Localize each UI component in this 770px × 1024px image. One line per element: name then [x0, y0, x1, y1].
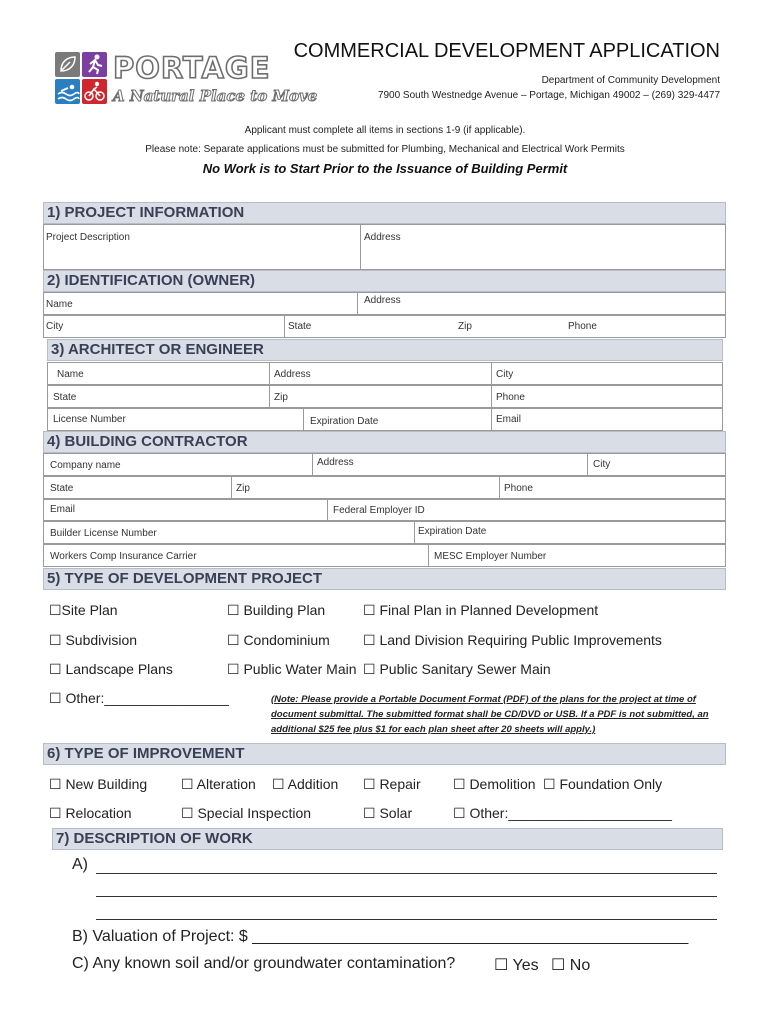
section-6-header: 6) TYPE OF IMPROVEMENT: [43, 743, 726, 765]
checkbox-contamination-no[interactable]: ☐ No: [551, 957, 591, 974]
mesc-employer-field[interactable]: MESC Employer Number: [434, 551, 547, 562]
checkbox-special-inspection[interactable]: ☐ Special Inspection: [181, 805, 312, 821]
checkbox-landscape-plans[interactable]: ☐ Landscape Plans: [49, 661, 173, 677]
leaf-icon: [55, 52, 80, 77]
runner-icon: [82, 52, 107, 77]
architect-license-field[interactable]: License Number: [53, 414, 126, 425]
department-address: 7900 South Westnedge Avenue – Portage, Michigan 49002 – (269) 329-4477: [377, 90, 720, 101]
architect-state-field[interactable]: State: [53, 392, 77, 403]
checkbox-repair[interactable]: ☐ Repair: [363, 776, 421, 792]
section-4-header: 4) BUILDING CONTRACTOR: [43, 431, 726, 453]
architect-city-field[interactable]: City: [496, 369, 514, 380]
description-line-3[interactable]: [96, 919, 717, 920]
checkbox-alteration[interactable]: ☐ Alteration: [181, 776, 256, 792]
checkbox-building-plan[interactable]: ☐ Building Plan: [227, 602, 326, 618]
logo-wordmark: PORTAGE: [113, 51, 271, 85]
architect-name-field[interactable]: Name: [57, 369, 84, 380]
contractor-email-field[interactable]: Email: [50, 504, 76, 515]
owner-row-1: [43, 292, 726, 315]
contractor-row-1: [43, 453, 726, 476]
cyclist-icon: [82, 79, 107, 104]
project-description-field[interactable]: Project Description: [46, 232, 130, 243]
contractor-row-3: [43, 499, 726, 521]
architect-row-1: [47, 362, 723, 385]
architect-zip-field[interactable]: Zip: [274, 392, 288, 403]
section-3-header: 3) ARCHITECT OR ENGINEER: [47, 339, 723, 361]
checkbox-foundation-only[interactable]: ☐ Foundation Only: [543, 776, 663, 792]
workers-comp-field[interactable]: Workers Comp Insurance Carrier: [50, 551, 197, 562]
instructions-note: Applicant must complete all items in sections 1-9 (if applicable).: [244, 125, 526, 136]
contractor-city-field[interactable]: City: [593, 459, 611, 470]
architect-phone-field[interactable]: Phone: [496, 392, 525, 403]
architect-row-2: [47, 385, 723, 408]
checkbox-solar[interactable]: ☐ Solar: [363, 805, 413, 821]
permit-warning: No Work is to Start Prior to the Issuance of Building Permit: [202, 161, 568, 176]
contractor-state-field[interactable]: State: [50, 483, 74, 494]
checkbox-subdivision[interactable]: ☐ Subdivision: [49, 632, 138, 648]
section-2-header: 2) IDENTIFICATION (OWNER): [43, 270, 726, 292]
checkbox-sewer-main[interactable]: ☐ Public Sanitary Sewer Main: [363, 661, 551, 677]
project-address-field[interactable]: Address: [364, 232, 401, 243]
portage-logo: [55, 51, 318, 110]
checkbox-contamination-yes[interactable]: ☐ Yes: [494, 957, 539, 974]
checkbox-other-project[interactable]: ☐ Other:________________: [49, 690, 229, 706]
contractor-expiration-field[interactable]: Expiration Date: [418, 526, 487, 537]
architect-email-field[interactable]: Email: [496, 414, 522, 425]
contractor-zip-field[interactable]: Zip: [236, 483, 250, 494]
checkbox-water-main[interactable]: ☐ Public Water Main: [227, 661, 357, 677]
logo-tagline: A Natural Place to Move: [113, 87, 318, 105]
section-5-header: 5) TYPE OF DEVELOPMENT PROJECT: [43, 568, 726, 590]
description-line-2[interactable]: [96, 896, 717, 897]
valuation-field[interactable]: B) Valuation of Project: $ _________________________________________________: [72, 928, 689, 945]
project-info-row: [43, 224, 726, 270]
section-1-header: 1) PROJECT INFORMATION: [43, 202, 726, 224]
department-name: Department of Community Development: [541, 75, 720, 86]
checkbox-condominium[interactable]: ☐ Condominium: [227, 632, 330, 648]
swimmer-icon: [55, 79, 80, 104]
contractor-address-field[interactable]: Address: [317, 457, 354, 468]
owner-name-field[interactable]: Name: [46, 299, 73, 310]
contractor-phone-field[interactable]: Phone: [504, 483, 533, 494]
contractor-fein-field[interactable]: Federal Employer ID: [333, 505, 425, 516]
description-line-1[interactable]: [96, 873, 717, 874]
section-7-header: 7) DESCRIPTION OF WORK: [52, 828, 723, 850]
contractor-company-field[interactable]: Company name: [50, 460, 121, 471]
owner-address-field[interactable]: Address: [364, 295, 401, 306]
checkbox-final-plan[interactable]: ☐ Final Plan in Planned Development: [363, 602, 599, 618]
checkbox-addition[interactable]: ☐ Addition: [272, 776, 339, 792]
owner-city-field[interactable]: City: [46, 321, 64, 332]
checkbox-other-improvement[interactable]: ☐ Other:_____________________: [453, 805, 672, 821]
separate-permits-note: Please note: Separate applications must be submitted for Plumbing, Mechanical and Electrical Work Permits: [145, 144, 625, 155]
description-a-label: A): [72, 856, 88, 873]
page-title: COMMERCIAL DEVELOPMENT APPLICATION: [293, 40, 720, 62]
contractor-row-5: [43, 544, 726, 567]
owner-state-field[interactable]: State: [288, 321, 312, 332]
builder-license-field[interactable]: Builder License Number: [50, 528, 157, 539]
checkbox-land-division[interactable]: ☐ Land Division Requiring Public Improvements: [363, 632, 662, 648]
checkbox-relocation[interactable]: ☐ Relocation: [49, 805, 132, 821]
architect-expiration-field[interactable]: Expiration Date: [310, 416, 379, 427]
checkbox-site-plan[interactable]: ☐Site Plan: [49, 602, 118, 618]
contractor-row-2: [43, 476, 726, 499]
owner-row-2: [43, 315, 726, 338]
owner-zip-field[interactable]: Zip: [458, 321, 472, 332]
architect-row-3: [47, 408, 723, 431]
checkbox-demolition[interactable]: ☐ Demolition: [453, 776, 536, 792]
architect-address-field[interactable]: Address: [274, 369, 311, 380]
owner-phone-field[interactable]: Phone: [568, 321, 597, 332]
pdf-submittal-note: (Note: Please provide a Portable Document Format (PDF) of the plans for the project at time of document submittal. The submitted format shall be CD/DVD or USB. If a PDF is not submitted, an additional $25 fee plus $1 for each plan sheet after 20 sheets will apply.): [271, 694, 709, 735]
checkbox-new-building[interactable]: ☐ New Building: [49, 776, 148, 792]
contamination-question: C) Any known soil and/or groundwater contamination?: [72, 955, 456, 972]
contractor-row-4: [43, 521, 726, 544]
